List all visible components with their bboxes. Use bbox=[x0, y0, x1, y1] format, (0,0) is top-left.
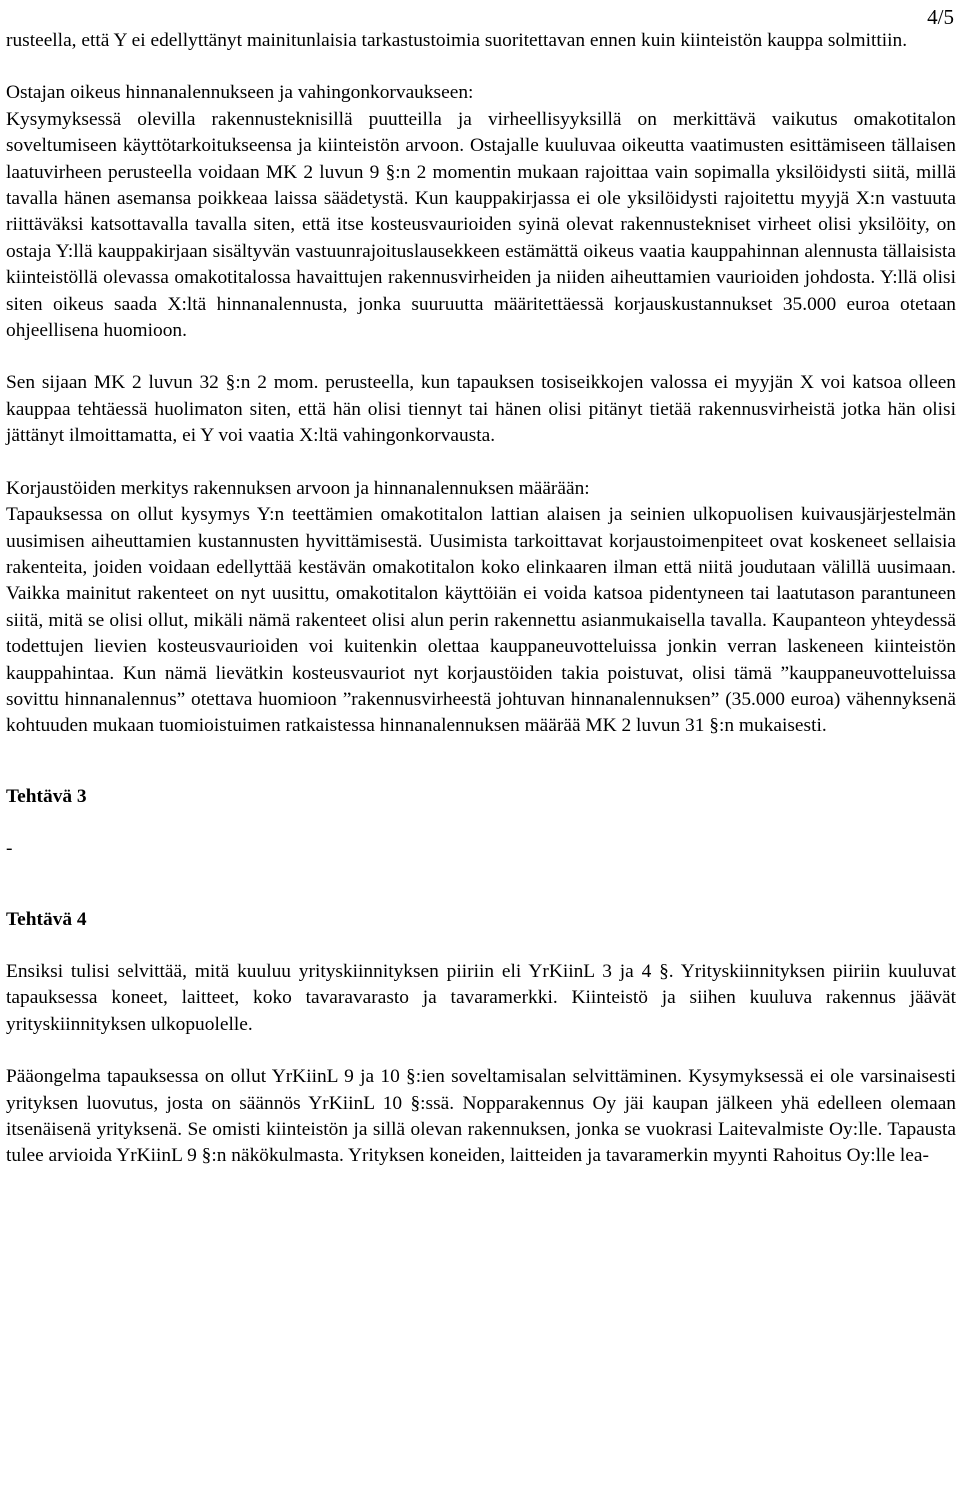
paragraph-gap bbox=[6, 344, 956, 370]
section-gap bbox=[6, 863, 956, 907]
paragraph-enterprise-mortgage-scope: Ensiksi tulisi selvittää, mitä kuuluu yrityskiinnityksen piiriin eli YrKiinL 3 ja 4 §. Yrityskiinnityksen piiriin kuuluvat tapauksessa koneet, laitteet, koko tavaravarasto ja tavaramerkki. Kiinteistö ja siihen kuuluva rakennus jäävät yrityskiinnityksen ulkopuolelle. bbox=[6, 960, 956, 1035]
paragraph-gap bbox=[6, 450, 956, 476]
document-body bbox=[6, 28, 956, 1170]
page-number: 4/5 bbox=[927, 5, 954, 29]
section-heading-repair-significance: Korjaustöiden merkitys rakennuksen arvoon ja hinnanalennuksen määrään: bbox=[6, 477, 590, 499]
section-gap bbox=[6, 740, 956, 784]
section-buyer-rights bbox=[6, 80, 956, 344]
task-3-heading: Tehtävä 3 bbox=[6, 785, 87, 807]
task-4-heading: Tehtävä 4 bbox=[6, 908, 87, 930]
paragraph-gap bbox=[6, 933, 956, 959]
section-text-buyer-rights: Kysymyksessä olevilla rakennusteknisillä puutteilla ja virheellisyyksillä on merkittävä vaikutus omakotitalon soveltumiseen käyttötarkoitukseensa ja kiinteistön arvoon. Ostajalle kuuluvaa oikeutta vaatimusten esittämiseen tällaisen laatuvirheen perusteella voidaan MK 2 luvun 9 §:n 2 momentin mukaan rajoittaa vain sopimalla yksilöidysti siitä, millä tavalla hänen asemansa poikkeaa laissa säädetystä. Kun kauppakirjassa ei ole yksilöidysti rajoitettu myyjä X:n vastuuta riittäväksi katsottavalla tavalla siten, että itse kosteusvaurioiden syinä olevat rakennustekniset virheet olisi yksilöity, on ostaja Y:llä kauppakirjaan sisältyvän vastuunrajoituslausekkeen estämättä oikeus vaatia kauppahinnan alennusta tällaisista kiinteistöllä olevassa omakotitalossa havaittujen rakennusvirheiden ja niiden aiheuttamien vaurioiden johdosta. Y:llä olisi siten oikeus saada X:ltä hinnanalennusta, jonka suuruutta määritettäessä korjauskustannukset 35.000 euroa otetaan ohjeellisena huomioon. bbox=[6, 108, 956, 342]
section-text-repair-significance: Tapauksessa on ollut kysymys Y:n teettämien omakotitalon lattian alaisen ja seinien ulkopuolisen kuivausjärjestelmän uusimisen aiheuttamien kustannusten hyvittämisestä. Uusimista tarkoittavat korjaustoimenpiteet ovat koskeneet sellaisia rakenteita, joiden voidaan edellyttää kestävän omakotitalon koko elinkaaren ilman että niitä joudutaan välillä uusimaan. Vaikka mainitut rakenteet on nyt uusittu, omakotitalon käyttöiän ei voida katsoa pidentyneen tai laatutason parantuneen siitä, mitä se olisi ollut, mikäli nämä rakenteet olisi alun perin rakennettu asianmukaisella tavalla. Kaupanteon yhteydessä todettujen lievien kosteusvaurioiden voi kuitenkin olettaa kauppaneuvotteluissa jonkin verran laskeneen kiinteistön kauppahintaa. Kun nämä lievätkin kosteusvauriot nyt korjaustöiden takia poistuvat, olisi tämä ”kauppaneuvotteluissa sovittu hinnanalennus” otettava huomioon ”rakennusvirheestä johtuvan hinnanalennuksen” (35.000 euroa) vähennyksenä kohtuuden mukaan tuomioistuimen ratkaistessa hinnanalennuksen määrää MK 2 luvun 31 §:n mukaisesti. bbox=[6, 504, 956, 737]
paragraph-main-problem: Pääongelma tapauksessa on ollut YrKiinL 9 ja 10 §:ien soveltamisalan selvittäminen. Kysymyksessä ei ole varsinaisesti yrityksen luovutus, josta on säännös YrKiinL 10 §:ssä. Nopparakennus Oy jäi kaupan jälkeen yhä edelleen olemaan itsenäisenä yrityksenä. Se omisti kiinteistön ja sillä olevan rakennuksen, jonka se vuokrasi Laitevalmiste Oy:lle. Tapausta tulee arvioida YrKiinL 9 §:n näkökulmasta. Yrityksen koneiden, laitteiden ja tavaramerkin myynti Rahoitus Oy:lle lea- bbox=[6, 1066, 956, 1167]
task-3-answer: - bbox=[6, 838, 13, 860]
paragraph-continuation: rusteella, että Y ei edellyttänyt mainitunlaisia tarkastustoimia suoritettavan ennen kuin kiinteistön kauppa solmittiin. bbox=[6, 30, 908, 51]
paragraph-gap bbox=[6, 1038, 956, 1064]
paragraph-damages: Sen sijaan MK 2 luvun 32 §:n 2 mom. perusteella, kun tapauksen tosiseikkojen valossa ei myyjän X voi katsoa olleen kauppaa tehtäessä huolimaton siten, että hän olisi tiennyt tai hänen olisi pitänyt tietää rakennusvirheistä jotka hän olisi jättänyt ilmoittamatta, ei Y voi vaatia X:ltä vahingonkorvausta. bbox=[6, 372, 956, 447]
section-heading-buyer-rights: Ostajan oikeus hinnanalennukseen ja vahingonkorvaukseen: bbox=[6, 82, 474, 104]
section-repair-significance bbox=[6, 476, 956, 740]
paragraph-gap bbox=[6, 54, 956, 80]
paragraph-gap bbox=[6, 810, 956, 836]
